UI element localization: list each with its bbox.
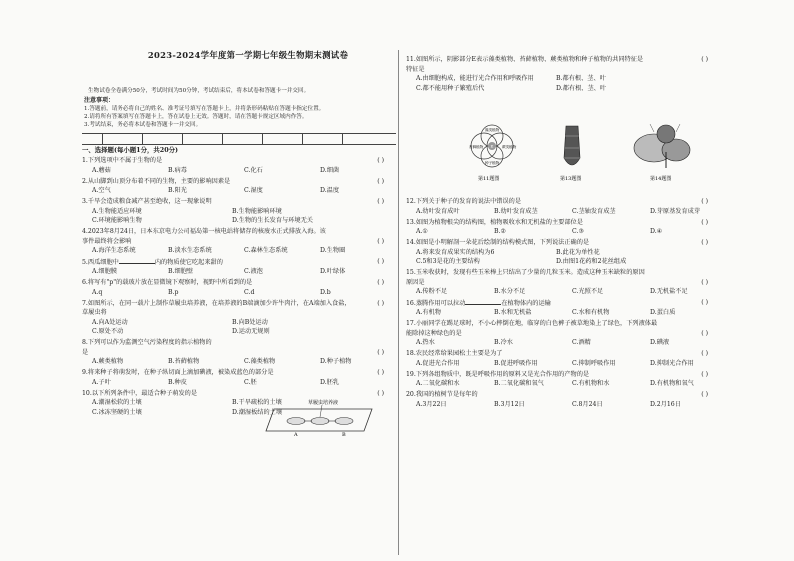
answer-bracket[interactable]: ( ) (377, 299, 384, 307)
answer-option[interactable]: D.芽原基发育成芽 (650, 207, 701, 215)
answer-option[interactable]: A.潮湿松软的土壤 (92, 399, 142, 407)
question-text: 能除掉这种绿色的是 (406, 329, 462, 337)
answer-option[interactable]: C.酒精 (572, 339, 591, 346)
answer-bracket[interactable]: ( ) (377, 369, 384, 377)
answer-option[interactable]: D.④ (650, 228, 663, 236)
answer-option[interactable]: B.苔藓植物 (168, 358, 200, 366)
question-stem (406, 320, 716, 328)
answer-option[interactable]: C.液泡 (244, 267, 263, 275)
answer-option[interactable]: A.① (416, 228, 428, 236)
answer-option[interactable]: B.水和无机盐 (494, 308, 532, 316)
answer-option[interactable]: C.环境能影响生物 (92, 217, 142, 225)
answer-option[interactable]: D.温度 (320, 187, 340, 195)
answer-option[interactable]: D.由图1花药和2花丝组成 (556, 258, 627, 266)
question-stem (82, 228, 392, 236)
question-stem (406, 269, 716, 277)
answer-option[interactable]: C.湿度 (244, 187, 263, 195)
question-text: 20.我国的植树节是每年的 (406, 391, 478, 399)
question-text: 7.如图所示，在同一载片上制作草履虫培养液，在培养液的B端滴加少许牛肉汁，在A端加入食盐， (82, 299, 351, 307)
notes-title: 注意事项： (84, 97, 115, 104)
answer-bracket[interactable]: ( ) (377, 389, 384, 397)
answer-option[interactable]: D.2月16日 (650, 400, 681, 408)
answer-option[interactable]: B.② (494, 228, 507, 236)
answer-option[interactable]: A.空气 (92, 187, 111, 195)
answer-option[interactable]: D.叶绿体 (320, 267, 346, 275)
score-box (82, 133, 396, 145)
exam-intro: 生物试卷全卷满分50分，考试时间为50分钟，考试结束后，将本试卷和答题卡一并交回。 (88, 88, 310, 94)
note-item: 2.请将所有答案填写在答题卡上，答在试卷上无效。答题时，请在答题卡规定区域内作答。 (84, 114, 308, 121)
answer-bracket[interactable]: ( ) (377, 177, 384, 185)
note-item: 3.考试结束，务必将本试卷和答题卡一并交回。 (84, 122, 202, 129)
question-text: 1.下列选项中不属于生物的是 (82, 157, 163, 164)
answer-option[interactable]: C.水和有机物 (572, 308, 610, 316)
question-text: 14.如图是小明解剖一朵花后绘制的结构模式图，下列说法正确的是 (406, 239, 590, 247)
question-stem (82, 178, 392, 186)
answer-bracket[interactable]: ( ) (701, 299, 708, 307)
answer-bracket[interactable]: ( ) (377, 157, 384, 164)
question-text: 16.蒸腾作用可以拉动 (406, 300, 466, 308)
flower-figure (634, 124, 690, 182)
question-stem (82, 258, 392, 267)
fig11-caption: 第11题图 (478, 176, 500, 182)
answer-option[interactable]: C.胚 (244, 378, 257, 386)
venn-label: E (490, 143, 494, 149)
question-stem (406, 219, 716, 227)
answer-option[interactable]: D.b (320, 288, 331, 296)
question-text: 11.如图所示，阴影部分E表示藻类植物、苔藓植物、蕨类植物和种子植物的共同特征是 (406, 56, 644, 63)
question-text: 4.2023年8月24日，日本东京电力公司福岛第一核电站将储存的核废水正式排放入海。该 (82, 228, 326, 236)
fig13-caption: 第13题图 (560, 176, 582, 182)
answer-bracket[interactable]: ( ) (377, 237, 384, 245)
answer-option[interactable]: D.种子植物 (320, 358, 352, 366)
answer-option[interactable]: A.传粉不足 (416, 288, 448, 296)
figures-row (454, 122, 716, 184)
answer-option[interactable]: B.p (168, 288, 179, 296)
answer-bracket[interactable]: ( ) (701, 198, 708, 205)
label-a: A (294, 432, 298, 437)
question-text: 9.将来种子将萌发时，在种子纵切面上滴加碘液，被染成蓝色的部分是 (82, 369, 274, 377)
question-stem (406, 299, 716, 308)
answer-option[interactable]: A.向A处运动 (92, 318, 128, 326)
note-item: 1.答题前，请务必将自己的姓名、准考证号填写在答题卡上，并将条形码粘贴在答题卡指定位置。 (84, 106, 325, 112)
answer-option[interactable]: C.光照不足 (572, 288, 604, 296)
question-stem (82, 339, 392, 347)
question-text: 是 (82, 348, 89, 356)
answer-option[interactable]: B.向B处运动 (232, 318, 268, 326)
answer-bracket[interactable]: ( ) (377, 258, 384, 266)
answer-option[interactable]: C.③ (572, 228, 585, 236)
answer-option[interactable]: B.阳光 (168, 187, 187, 195)
question-text: 5.西瓜细胞中 (82, 259, 119, 267)
answer-option[interactable]: C.8月24日 (572, 400, 603, 408)
fig14-caption: 第14题图 (650, 176, 672, 182)
answer-option[interactable]: C.原处不动 (92, 328, 124, 336)
exam-title: 2023-2024学年度第一学期七年级生物期末测试卷 (147, 50, 349, 60)
question-stem (406, 350, 716, 358)
question-stem (82, 279, 392, 287)
question-stem-cont (406, 279, 716, 287)
answer-option[interactable]: A.细胞膜 (92, 267, 117, 275)
question-stem (406, 198, 716, 206)
question-stem (406, 371, 716, 379)
question-text: 10.以下所列条件中，最适合种子萌发的是 (82, 389, 198, 397)
answer-option[interactable]: B.此花为单性花 (556, 248, 600, 256)
question-stem-cont (82, 309, 392, 317)
answer-bracket[interactable]: ( ) (701, 329, 708, 337)
answer-blank[interactable] (119, 258, 155, 264)
question-text: 3.千旱会造成粮食减产甚至绝收，这一现象说明 (82, 198, 212, 206)
answer-option[interactable]: D.碘液 (650, 339, 670, 346)
label-b: B (342, 432, 346, 437)
answer-bracket[interactable]: ( ) (701, 370, 708, 378)
answer-option[interactable]: D.细菌 (320, 166, 340, 174)
answer-option[interactable]: B.促进呼吸作用 (494, 359, 538, 367)
answer-option[interactable]: D.都有根、茎、叶 (556, 84, 607, 92)
answer-option[interactable]: D.无机盐不足 (650, 288, 688, 296)
question-stem (406, 56, 716, 64)
answer-bracket[interactable]: ( ) (701, 239, 708, 247)
question-text: 18.农民经常给果园松土主要是为了 (406, 350, 503, 358)
answer-option[interactable]: B.都有根、茎、叶 (556, 75, 606, 82)
answer-bracket[interactable]: ( ) (701, 391, 708, 399)
question-stem-cont (406, 66, 716, 74)
answer-option[interactable]: A.q (92, 288, 103, 296)
question-stem (82, 157, 392, 165)
question-text: 8.下列可以作为监测空气污染程度的指示植物的 (82, 339, 212, 347)
question-stem (82, 198, 392, 206)
answer-bracket[interactable]: ( ) (701, 218, 708, 226)
answer-option[interactable]: C.有机物和水 (572, 380, 610, 388)
venn-label: 种子植物 (485, 161, 500, 165)
answer-bracket[interactable]: ( ) (701, 278, 708, 286)
answer-bracket[interactable]: ( ) (377, 198, 384, 206)
answer-option[interactable]: C.抑制呼吸作用 (572, 359, 616, 367)
root-tip-figure (560, 126, 581, 182)
question-stem-cont (82, 238, 392, 246)
answer-option[interactable]: C.藻类植物 (244, 358, 276, 366)
answer-option[interactable]: C.森林生态系统 (244, 247, 288, 255)
question-stem (82, 369, 392, 377)
question-stem (82, 300, 392, 308)
answer-option[interactable]: B.淡水生态系统 (168, 247, 212, 255)
answer-option[interactable]: B.病毒 (168, 166, 187, 174)
answer-option[interactable]: A.由细胞构成，能进行光合作用和呼吸作用 (416, 75, 534, 82)
answer-option[interactable]: A.子叶 (92, 378, 111, 386)
answer-bracket[interactable]: ( ) (701, 56, 708, 63)
question-text-tail: 在植物体内的运输 (501, 300, 551, 308)
left-column (78, 0, 396, 561)
answer-option[interactable]: D.潮湿板结的土壤 (232, 408, 283, 416)
answer-option[interactable]: B.水分不足 (494, 288, 526, 296)
answer-option[interactable]: D.生物圈 (320, 247, 346, 255)
question-text: 13.如图为植物根尖的结构图，植物吸收水和无机盐的主要部位是 (406, 218, 583, 226)
answer-option[interactable]: A.生物能适应环境 (92, 207, 142, 215)
answer-option[interactable]: D.抑制光合作用 (650, 359, 694, 367)
answer-bracket[interactable]: ( ) (377, 348, 384, 356)
answer-option[interactable]: C.都不能用种子繁殖后代 (416, 84, 485, 92)
answer-option[interactable]: C.茎轴发育成茎 (572, 207, 616, 215)
answer-option[interactable]: B.冷水 (494, 339, 513, 346)
answer-option[interactable]: C.5和3是花的主要结构 (416, 258, 480, 266)
answer-option[interactable]: D.胚乳 (320, 378, 340, 386)
question-text: 12.下列关于种子的发育的说法中错误的是 (406, 198, 522, 205)
figure-label: 草履虫培养液 (308, 400, 339, 406)
answer-option[interactable]: A.二氧化碳和水 (416, 380, 460, 388)
notes-list (84, 106, 394, 131)
answer-option[interactable]: A.幼叶发育成叶 (416, 207, 460, 215)
question-text: 草履虫将 (82, 309, 107, 317)
venn-label: 藻类植物 (485, 128, 500, 132)
answer-option[interactable]: C.d (244, 288, 255, 296)
answer-option[interactable]: A.蘑菇 (92, 166, 111, 174)
answer-option[interactable]: B.二氧化碳和氧气 (494, 380, 544, 388)
answer-option[interactable]: B.3月12日 (494, 400, 525, 408)
question-text: 2.从山脚到山顶分布着不同的生物，主要的影响因素是 (82, 177, 231, 185)
answer-option[interactable]: A.海洋生态系统 (92, 247, 136, 255)
answer-option[interactable]: A.3月22日 (416, 400, 447, 408)
section-title: 一、选择题(每小题1分，共20分) (82, 146, 179, 154)
answer-option[interactable]: C.冰冻坚硬的土壤 (92, 408, 142, 416)
answer-blank[interactable] (465, 299, 501, 305)
question-text-tail: 内的物质使它吃起来甜的 (154, 259, 223, 267)
answer-option[interactable]: B.干旱疏松的土壤 (232, 399, 282, 407)
answer-option[interactable]: B.细胞壁 (168, 267, 194, 275)
venn-diagram (469, 125, 517, 182)
question-text: 17.小丽同学在踢足球时，不小心摔倒在地，临穿的白色裤子被草地染上了绿色，下列液体最 (406, 320, 658, 327)
answer-option[interactable]: A.有机物 (416, 308, 441, 316)
venn-label: 蕨类植物 (502, 145, 517, 149)
answer-option[interactable]: B.幼叶发育成茎 (494, 207, 538, 215)
paramecium-figure (260, 397, 378, 437)
answer-option[interactable]: D.蛋白质 (650, 308, 676, 316)
question-stem-cont (406, 330, 716, 338)
answer-option[interactable]: C.化石 (244, 166, 263, 174)
answer-option[interactable]: B.生物能影响环境 (232, 207, 282, 215)
answer-option[interactable]: D.运动无规则 (232, 328, 270, 336)
question-text: 6.将写有"p"的载玻片放在显微镜下观察时，视野中所看到的是 (82, 279, 253, 286)
question-text: 特征是 (406, 65, 425, 73)
answer-option[interactable]: A.将来发育成果实的结构为6 (416, 248, 495, 256)
question-text: 15.玉米收获时，发现有些玉米棒上只结出了少量的几粒玉米。造成这种玉米缺粒的原因 (406, 269, 645, 277)
venn-label: 苔藓植物 (469, 145, 484, 149)
answer-bracket[interactable]: ( ) (377, 279, 384, 286)
right-column (402, 0, 724, 561)
answer-option[interactable]: A.热水 (416, 339, 435, 346)
answer-option[interactable]: D.生物的生长发育与环境无关 (232, 217, 313, 225)
question-text: 19.下列各组物质中，既是呼吸作用的原料又是光合作用的产物的是 (406, 370, 590, 378)
question-stem (406, 239, 716, 247)
column-divider (398, 50, 399, 555)
answer-option[interactable]: A.促进光合作用 (416, 359, 460, 367)
answer-option[interactable]: A.蕨类植物 (92, 358, 124, 366)
question-text: 原因是 (406, 278, 425, 286)
question-stem (406, 391, 716, 399)
answer-option[interactable]: B.种皮 (168, 378, 187, 386)
question-text: 事件最终将会影响 (82, 237, 132, 245)
question-stem-cont (82, 349, 392, 357)
answer-option[interactable]: D.有机物和氧气 (650, 380, 694, 388)
answer-bracket[interactable]: ( ) (701, 350, 708, 358)
